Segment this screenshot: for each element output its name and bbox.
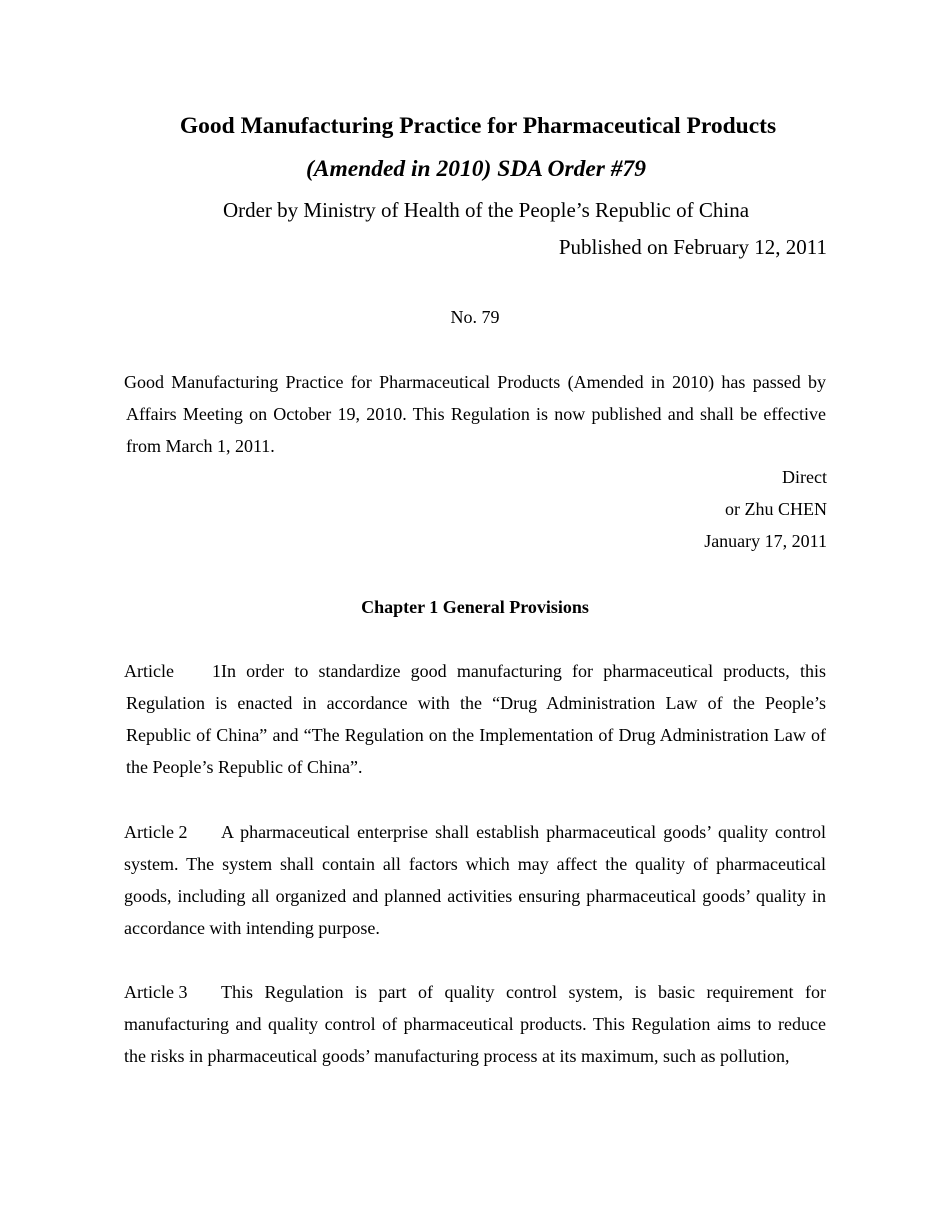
chapter-heading: Chapter 1 General Provisions — [361, 597, 589, 617]
article-label: Article 3 — [124, 982, 188, 1002]
article-1-text: Regulation is enacted in accordance with the “Drug Administration Law of the People’s Republic of China” and “The Regulation on the Implementation of Drug Administration Law of the People’s Republic of China”. — [126, 693, 826, 777]
signature-line-1: Direct — [782, 467, 827, 487]
article-2-text: A pharmaceutical enterprise shall establish pharmaceutical goods’ quality control system. The system shall contain all factors which may affect the quality of pharmaceutical goods, including all organized and planned activities ensuring pharmaceutical goods’ quality in accordance with intending purpose. — [124, 822, 826, 938]
article-label: Article 2 — [124, 822, 188, 842]
article-2 — [124, 816, 826, 944]
article-label: Article 1 — [124, 661, 221, 681]
intro-paragraph: Affairs Meeting on October 19, 2010. This Regulation is now published and shall be effective from March 1, 2011. — [126, 404, 826, 456]
article-3-text: This Regulation is part of quality control system, is basic requirement for manufacturing and quality control of pharmaceutical products. This Regulation aims to reduce the risks in pharmaceutical goods’ manufacturing process at its maximum, such as pollution, — [124, 982, 826, 1066]
article-1-first-text: In order to standardize good manufacturing for pharmaceutical products, this — [221, 661, 826, 681]
article-1-first-line — [124, 655, 826, 687]
signature-date: January 17, 2011 — [704, 531, 827, 551]
order-by-line: Order by Ministry of Health of the People’s Republic of China — [222, 198, 750, 222]
signature-line-2: or Zhu CHEN — [725, 499, 827, 519]
document-subtitle: (Amended in 2010) SDA Order #79 — [305, 156, 647, 182]
intro-first-line: Good Manufacturing Practice for Pharmaceutical Products (Amended in 2010) has passed by — [124, 372, 826, 392]
article-1 — [124, 655, 826, 783]
article-3 — [124, 976, 826, 1072]
order-number: No. 79 — [450, 307, 500, 327]
document-title: Good Manufacturing Practice for Pharmaceutical Products — [179, 113, 777, 139]
published-date: Published on February 12, 2011 — [558, 235, 827, 259]
